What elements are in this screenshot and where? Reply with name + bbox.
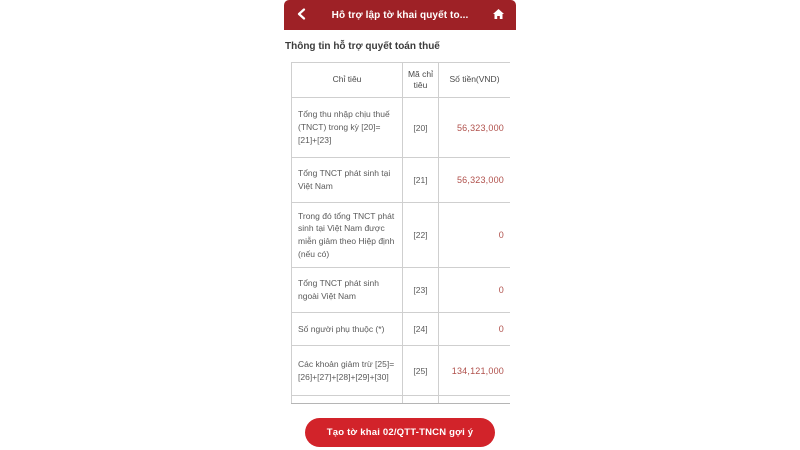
row-label: Trong đó tổng TNCT phát sinh tại Việt Nam được miễn giảm theo Hiệp định (nếu có)	[292, 203, 403, 268]
row-label: Tổng thu nhập chịu thuế (TNCT) trong kỳ [20]=[21]+[23]	[292, 98, 403, 158]
page-title: Thông tin hỗ trợ quyết toán thuế	[285, 41, 440, 52]
tax-info-table	[291, 62, 510, 404]
row-label: Các khoản giảm trừ [25]=[26]+[27]+[28]+[29]+[30]	[292, 346, 403, 396]
row-code: [22]	[403, 203, 439, 268]
column-header-criteria: Chỉ tiêu	[292, 63, 403, 98]
row-code: [23]	[403, 268, 439, 313]
column-header-amount: Số tiền(VND)	[439, 63, 511, 98]
row-amount: 0	[439, 313, 511, 346]
row-label: Số người phụ thuộc (*)	[292, 313, 403, 346]
row-code: [21]	[403, 158, 439, 203]
table-row	[292, 158, 511, 203]
row-amount: 0	[439, 203, 511, 268]
row-label: Tổng TNCT phát sinh tại Việt Nam	[292, 158, 403, 203]
table-container[interactable]	[291, 62, 510, 404]
app-window	[284, 0, 516, 450]
row-label	[292, 396, 403, 405]
table-body	[292, 98, 511, 405]
table-row	[292, 346, 511, 396]
create-declaration-button[interactable]: Tạo tờ khai 02/QTT-TNCN gợi ý	[305, 418, 495, 447]
app-header	[284, 0, 516, 30]
home-icon	[492, 8, 505, 23]
app-title: Hỗ trợ lập tờ khai quyết to...	[331, 9, 469, 21]
row-code: [25]	[403, 346, 439, 396]
row-code: [24]	[403, 313, 439, 346]
row-amount: 134,121,000	[439, 346, 511, 396]
table-row	[292, 203, 511, 268]
column-header-code: Mã chỉ tiêu	[403, 63, 439, 98]
back-button[interactable]	[293, 7, 309, 23]
row-code	[403, 396, 439, 405]
table-header-row	[292, 63, 511, 98]
table-row	[292, 268, 511, 313]
row-amount: 0	[439, 268, 511, 313]
home-button[interactable]	[491, 7, 507, 23]
row-code: [20]	[403, 98, 439, 158]
row-label: Tổng TNCT phát sinh ngoài Việt Nam	[292, 268, 403, 313]
table-row	[292, 313, 511, 346]
table-row	[292, 396, 511, 405]
row-amount: 56,323,000	[439, 158, 511, 203]
table-row	[292, 98, 511, 158]
chevron-left-icon	[297, 8, 306, 23]
row-amount	[439, 396, 511, 405]
row-amount: 56,323,000	[439, 98, 511, 158]
